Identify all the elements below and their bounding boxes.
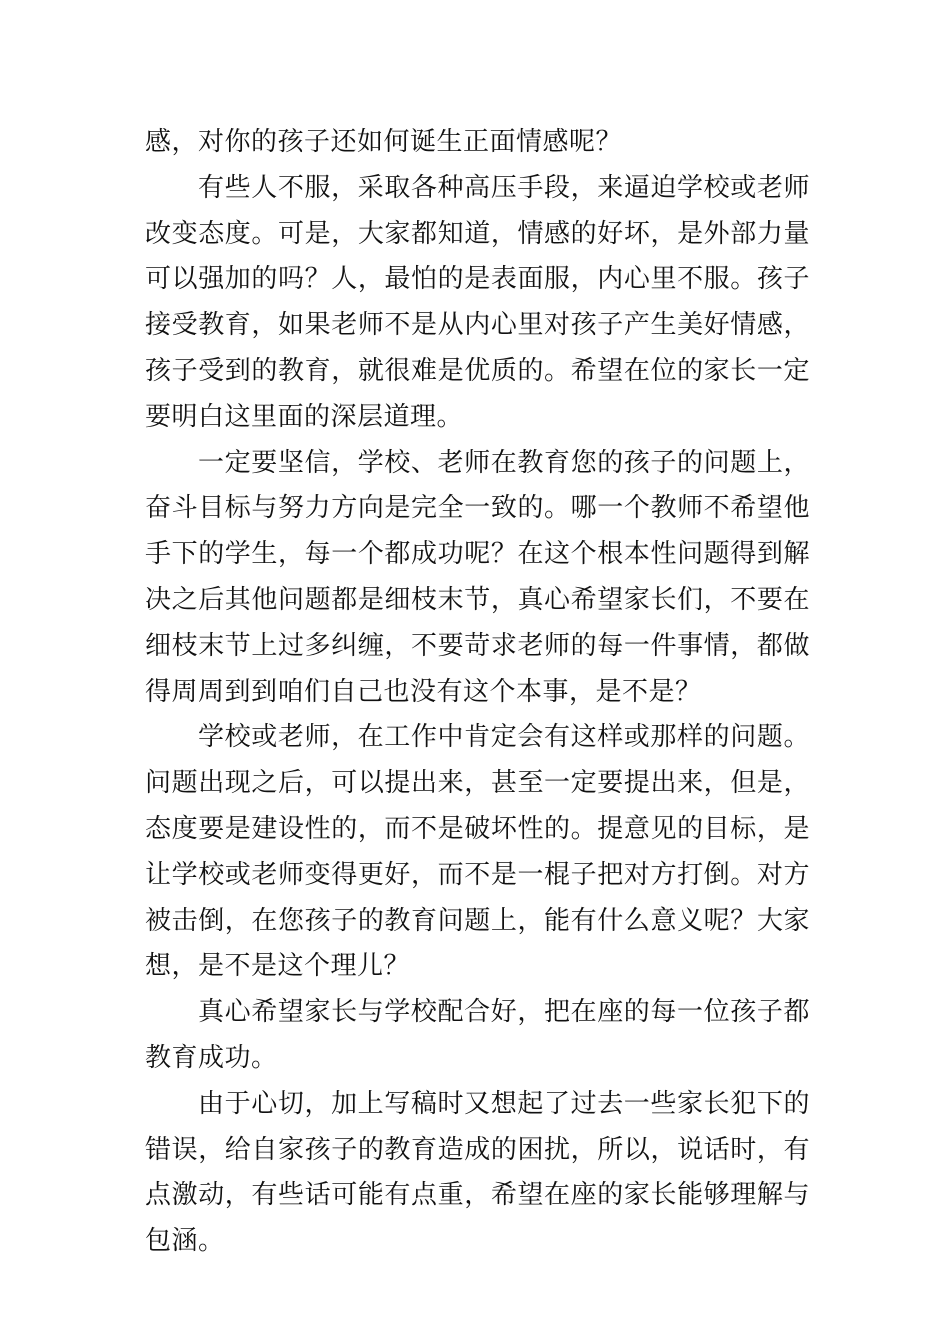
paragraph: 一定要坚信，学校、老师在教育您的孩子的问题上，奋斗目标与努力方向是完全一致的。哪一个教师不希望他手下的学生，每一个都成功呢？在这个根本性问题得到解决之后其他问题都是细枝末节，真心希望家长们，不要在细枝末节上过多纠缠，不要苛求老师的每一件事情，都做得周周到到咱们自己也没有这个本事，是不是？	[145, 447, 810, 707]
paragraph: 真心希望家长与学校配合好，把在座的每一位孩子都教育成功。	[145, 997, 810, 1073]
document-body	[145, 120, 810, 1265]
paragraph: 有些人不服，采取各种高压手段，来逼迫学校或老师改变态度。可是，大家都知道，情感的好坏，是外部力量可以强加的吗？人，最怕的是表面服，内心里不服。孩子接受教育，如果老师不是从内心里对孩子产生美好情感，孩子受到的教育，就很难是优质的。希望在位的家长一定要明白这里面的深层道理。	[145, 172, 810, 432]
paragraph-continuation: 感，对你的孩子还如何诞生正面情感呢？	[145, 127, 623, 157]
paragraph: 由于心切，加上写稿时又想起了过去一些家长犯下的错误，给自家孩子的教育造成的困扰，所以，说话时，有点激动，有些话可能有点重，希望在座的家长能够理解与包涵。	[145, 1088, 810, 1257]
paragraph: 学校或老师，在工作中肯定会有这样或那样的问题。问题出现之后，可以提出来，甚至一定要提出来，但是，态度要是建设性的，而不是破坏性的。提意见的目标，是让学校或老师变得更好，而不是一棍子把对方打倒。对方被击倒，在您孩子的教育问题上，能有什么意义呢？大家想，是不是这个理儿？	[145, 722, 810, 982]
